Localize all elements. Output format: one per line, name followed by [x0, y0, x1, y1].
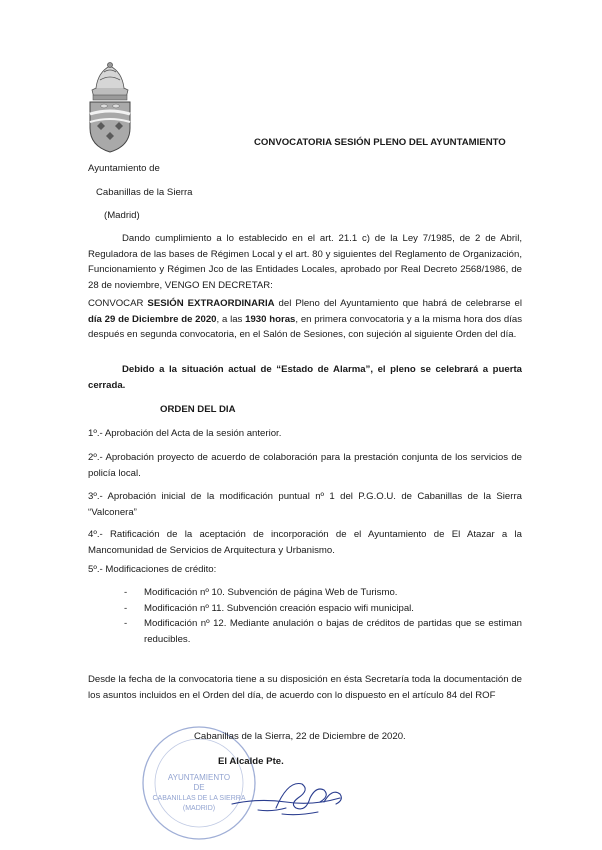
agenda-item-5: 5º.- Modificaciones de crédito:	[88, 564, 217, 575]
modification-11: Modificación nº 11. Subvención creación espacio wifi municipal.	[144, 602, 414, 614]
stamp-line-3: CABANILLAS DE LA SIERRA	[152, 795, 246, 802]
session-date: día 29 de Diciembre de 2020	[88, 313, 217, 325]
agenda-item-4: 4º.- Ratificación de la aceptación de incorporación de el Ayuntamiento de El Atazar a la Mancomunidad de Servicios de Arquitectura y Urbanismo.	[88, 529, 522, 556]
convocar-paragraph	[88, 296, 522, 343]
coat-of-arms-logo	[82, 62, 138, 154]
list-item	[124, 585, 522, 601]
handwritten-signature	[228, 768, 358, 824]
closing-paragraph: Desde la fecha de la convocatoria tiene a su disposición en ésta Secretaría toda la documentación de los asuntos incluidos en el Orden del día, de acuerdo con lo dispuesto en el artículo 84 del ROF	[88, 674, 522, 701]
convocar-text-3: , a las	[216, 313, 246, 325]
modifications-list	[124, 585, 522, 647]
document-title: CONVOCATORIA SESIÓN PLENO DEL AYUNTAMIENTO	[254, 137, 506, 148]
session-type: SESIÓN EXTRAORDINARIA	[147, 298, 275, 309]
agenda-item-3: 3º.- Aprobación inicial de la modificación puntual nº 1 del P.G.O.U. de Cabanillas de la Sierra “Valconera”	[88, 491, 522, 518]
stamp-line-1: AYUNTAMIENTO	[167, 773, 231, 782]
alarma-notice: Debido a la situación actual de “Estado de Alarma”, el pleno se celebrará a puerta cerrada.	[88, 364, 522, 391]
agenda-item-1: 1º.- Aprobación del Acta de la sesión anterior.	[88, 428, 282, 439]
session-time: 1930 horas	[245, 313, 296, 325]
signer-title: El Alcalde Pte.	[218, 756, 284, 767]
modification-10: Modificación nº 10. Subvención de página Web de Turismo.	[144, 587, 398, 598]
org-name-line3: (Madrid)	[104, 210, 140, 221]
org-name-line1: Ayuntamiento de	[88, 163, 160, 174]
convocar-text-1: CONVOCAR	[88, 298, 148, 309]
org-name-line2: Cabanillas de la Sierra	[96, 187, 193, 198]
intro-paragraph: Dando cumplimiento a lo establecido en el art. 21.1 c) de la Ley 7/1985, de 2 de Abril, Reguladora de las bases de Régimen Local y el art. 80 y siguientes del Reglamento de Organización, Funcionamiento y Régimen Jco de las Entidades Locales, aprobado por Real Decreto 2568/1986, de 28 de noviembre, VENGO EN DECRETAR:	[88, 233, 522, 291]
list-item	[124, 616, 522, 647]
bullet-dash: -	[124, 587, 128, 598]
orden-del-dia-title: ORDEN DEL DIA	[160, 404, 236, 415]
convocar-text-4: , en primera convocatoria y a la misma hora dos días después en segunda convocatoria, en el Salón de Sesiones, con sujeción al siguiente Orden del día.	[88, 313, 523, 341]
convocar-text-2: del Pleno del Ayuntamiento que habrá de celebrarse el	[274, 298, 522, 309]
bullet-dash: -	[124, 618, 128, 630]
stamp-line-4: (MADRID)	[182, 805, 216, 812]
list-item	[124, 601, 522, 617]
stamp-line-2: DE	[193, 783, 205, 792]
agenda-item-2: 2º.- Aprobación proyecto de acuerdo de colaboración para la prestación conjunta de los servicios de policía local.	[88, 452, 522, 479]
date-line: Cabanillas de la Sierra, 22 de Diciembre de 2020.	[194, 731, 406, 742]
bullet-dash: -	[124, 602, 128, 614]
modification-12: Modificación nº 12. Mediante anulación o bajas de créditos de partidas que se estiman reducibles.	[144, 618, 522, 645]
